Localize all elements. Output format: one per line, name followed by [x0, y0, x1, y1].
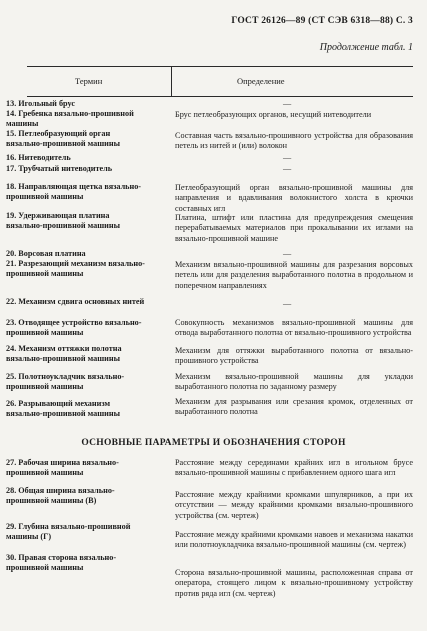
definition-24: Механизм для оттяжки выработанного полотна от вязально-прошивного устройства	[175, 346, 413, 366]
term-16: 16. Нитеводитель	[6, 153, 71, 162]
term-30: 30. Правая сторона вязально-прошивной машины	[6, 553, 117, 573]
term-24: 24. Механизм оттяжки полотна вязально-прошивной машины	[6, 344, 122, 364]
column-header-definition: Определение	[237, 76, 285, 86]
definition-27: Расстояние между серединами крайних игл в игольном брусе вязально-прошивной машины с прибавлением одного шага игл	[175, 458, 413, 478]
term-21: 21. Разрезающий механизм вязально-прошивной машины	[6, 259, 145, 279]
definition-26: Механизм для разрывания или срезания кромок, отделенных от выработанного полотна	[175, 397, 413, 417]
definition-15: Составная часть вязально-прошивного устройства для образования петель из нитей и (или) волокон	[175, 131, 413, 151]
definition-28: Расстояние между крайними кромками шпулярников, а при их отсутствии — между крайними кромками вязально-прошивного устройства (см. чертеж)	[175, 490, 413, 520]
term-23: 23. Отводящее устройство вязально-прошивной машины	[6, 318, 142, 338]
definition-21: Механизм вязально-прошивной машины для разрезания ворсовых петель или для разделения выработанного полотна в продольном и поперечном направлениях	[175, 260, 413, 290]
definition-30: Сторона вязально-прошивной машины, расположенная справа от оператора, стоящего лицом к вязально-прошивному устройству против ряда игл (см. чертеж)	[175, 568, 413, 598]
column-divider	[171, 66, 172, 96]
term-18: 18. Направляющая щетка вязально-прошивной машины	[6, 182, 142, 202]
definition-23: Совокупность механизмов вязально-прошивной машины для отвода выработанного полотна от вязально-прошивного устройства	[175, 318, 413, 338]
term-29: 29. Глубина вязально-прошивной машины (Г)	[6, 522, 131, 542]
term-26: 26. Разрывающий механизм вязально-прошивной машины	[6, 399, 121, 419]
term-27: 27. Рабочая ширина вязально-прошивной машины	[6, 458, 119, 478]
term-14: 14. Гребенка вязально-прошивной машины	[6, 109, 134, 129]
term-13: 13. Игольный брус	[6, 99, 75, 108]
column-header-term: Термин	[75, 76, 103, 86]
definition-29: Расстояние между крайними кромками навоев и механизма накатки или полотноукладчика вязально-прошивной машины (см. чертеж)	[175, 530, 413, 550]
definition-17: —	[283, 164, 292, 173]
term-15: 15. Петлеобразующий орган вязально-прошивной машины	[6, 129, 121, 149]
definition-22: —	[283, 299, 292, 308]
definition-19: Платина, штифт или пластина для предупреждения смещения перерабатываемых материалов при прокалывании их иглами на вязально-прошивной машине	[175, 213, 413, 243]
table-continuation-label: Продолжение табл. 1	[319, 42, 413, 53]
definition-13: —	[283, 99, 292, 108]
term-19: 19. Удерживающая платина вязально-прошивной машины	[6, 211, 121, 231]
definition-16: —	[283, 153, 292, 162]
table-header-rule	[27, 96, 413, 97]
term-28: 28. Общая ширина вязально-прошивной машины (В)	[6, 486, 115, 506]
definition-14: Брус петлеобразующих органов, несущий нитеводители	[175, 110, 372, 119]
term-17: 17. Трубчатый нитеводитель	[6, 164, 113, 173]
term-20: 20. Ворсовая платина	[6, 249, 86, 258]
standard-header: ГОСТ 26126—89 (СТ СЭВ 6318—88) С. 3	[231, 16, 413, 26]
section-title: ОСНОВНЫЕ ПАРАМЕТРЫ И ОБОЗНАЧЕНИЯ СТОРОН	[81, 438, 346, 448]
definition-18: Петлеобразующий орган вязально-прошивной машины для направления и вдавливания волокнистого холста в крючки составных игл	[175, 183, 413, 213]
term-22: 22. Механизм сдвига основных нитей	[6, 297, 145, 306]
term-25: 25. Полотноукладчик вязально-прошивной машины	[6, 372, 125, 392]
definition-20: —	[283, 249, 292, 258]
definition-25: Механизм вязально-прошивной машины для укладки выработанного полотна по заданному размеру	[175, 372, 413, 392]
table-top-rule	[27, 66, 413, 67]
